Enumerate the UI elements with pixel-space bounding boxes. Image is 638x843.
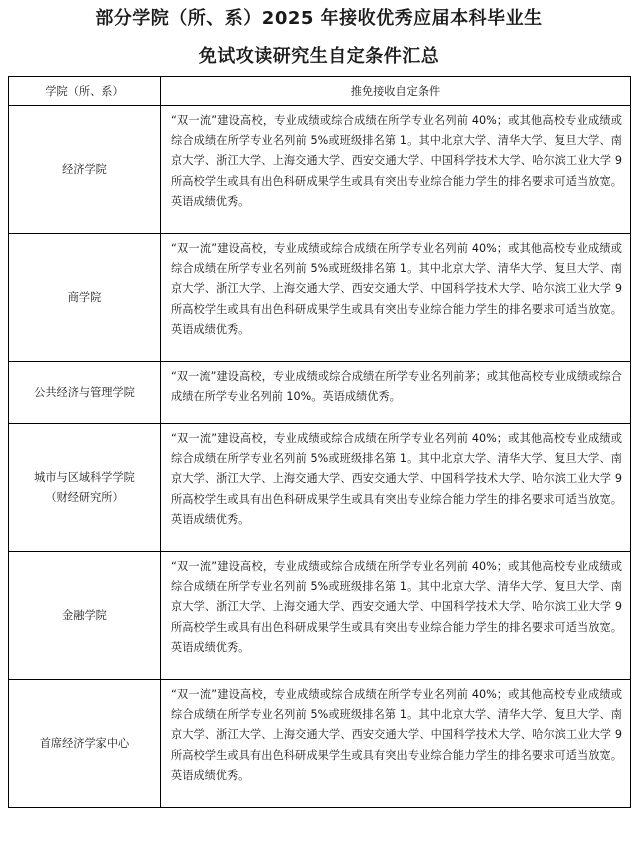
college-cell bbox=[9, 680, 161, 808]
college-cell bbox=[9, 234, 161, 362]
college-name: 经济学院 bbox=[62, 162, 107, 176]
college-cell bbox=[9, 424, 161, 552]
college-cell bbox=[9, 362, 161, 424]
college-name: 商学院 bbox=[67, 290, 102, 304]
conditions-table bbox=[8, 76, 631, 808]
college-name: 公共经济与管理学院 bbox=[34, 385, 135, 399]
document-title bbox=[0, 4, 638, 72]
condition-cell: “双一流”建设高校，专业成绩或综合成绩在所学专业名列前 40%；或其他高校专业成绩或综合成绩在所学专业名列前 5%或班级排名第 1。其中北京大学、清华大学、复旦大学、南京大学、浙江大学、上海交通大学、西安交通大学、中国科学技术大学、哈尔滨工业大学 9 所高校学生或具有出色科研成果学生或具有突出专业综合能力学生的排名要求可适当放宽。英语成绩优秀。 bbox=[161, 552, 631, 680]
table-row bbox=[9, 552, 631, 680]
header-condition: 推免接收自定条件 bbox=[161, 77, 631, 106]
table-header-row bbox=[9, 77, 631, 106]
college-cell bbox=[9, 106, 161, 234]
header-college: 学院（所、系） bbox=[9, 77, 161, 106]
college-name: 金融学院 bbox=[62, 608, 107, 622]
college-cell bbox=[9, 552, 161, 680]
college-name: 首席经济学家中心 bbox=[39, 736, 130, 750]
condition-cell: “双一流”建设高校，专业成绩或综合成绩在所学专业名列前 40%；或其他高校专业成绩或综合成绩在所学专业名列前 5%或班级排名第 1。其中北京大学、清华大学、复旦大学、南京大学、浙江大学、上海交通大学、西安交通大学、中国科学技术大学、哈尔滨工业大学 9 所高校学生或具有出色科研成果学生或具有突出专业综合能力学生的排名要求可适当放宽。英语成绩优秀。 bbox=[161, 424, 631, 552]
condition-cell: “双一流”建设高校，专业成绩或综合成绩在所学专业名列前 40%；或其他高校专业成绩或综合成绩在所学专业名列前 5%或班级排名第 1。其中北京大学、清华大学、复旦大学、南京大学、浙江大学、上海交通大学、西安交通大学、中国科学技术大学、哈尔滨工业大学 9 所高校学生或具有出色科研成果学生或具有突出专业综合能力学生的排名要求可适当放宽。英语成绩优秀。 bbox=[161, 680, 631, 808]
college-subname: （财经研究所） bbox=[45, 490, 124, 504]
condition-cell: “双一流”建设高校，专业成绩或综合成绩在所学专业名列前 40%；或其他高校专业成绩或综合成绩在所学专业名列前 5%或班级排名第 1。其中北京大学、清华大学、复旦大学、南京大学、浙江大学、上海交通大学、西安交通大学、中国科学技术大学、哈尔滨工业大学 9 所高校学生或具有出色科研成果学生或具有突出专业综合能力学生的排名要求可适当放宽。英语成绩优秀。 bbox=[161, 234, 631, 362]
condition-cell: “双一流”建设高校，专业成绩或综合成绩在所学专业名列前茅；或其他高校专业成绩或综合成绩在所学专业名列前 10%。英语成绩优秀。 bbox=[161, 362, 631, 424]
table-row bbox=[9, 424, 631, 552]
table-row bbox=[9, 106, 631, 234]
title-line-2: 免试攻读研究生自定条件汇总 bbox=[198, 46, 440, 67]
condition-cell: “双一流”建设高校，专业成绩或综合成绩在所学专业名列前 40%；或其他高校专业成绩或综合成绩在所学专业名列前 5%或班级排名第 1。其中北京大学、清华大学、复旦大学、南京大学、浙江大学、上海交通大学、西安交通大学、中国科学技术大学、哈尔滨工业大学 9 所高校学生或具有出色科研成果学生或具有突出专业综合能力学生的排名要求可适当放宽。英语成绩优秀。 bbox=[161, 106, 631, 234]
title-line-1: 部分学院（所、系）2025 年接收优秀应届本科毕业生 bbox=[95, 8, 543, 29]
table-row bbox=[9, 362, 631, 424]
college-name: 城市与区域科学学院 bbox=[34, 470, 135, 484]
table-row bbox=[9, 234, 631, 362]
table-row bbox=[9, 680, 631, 808]
